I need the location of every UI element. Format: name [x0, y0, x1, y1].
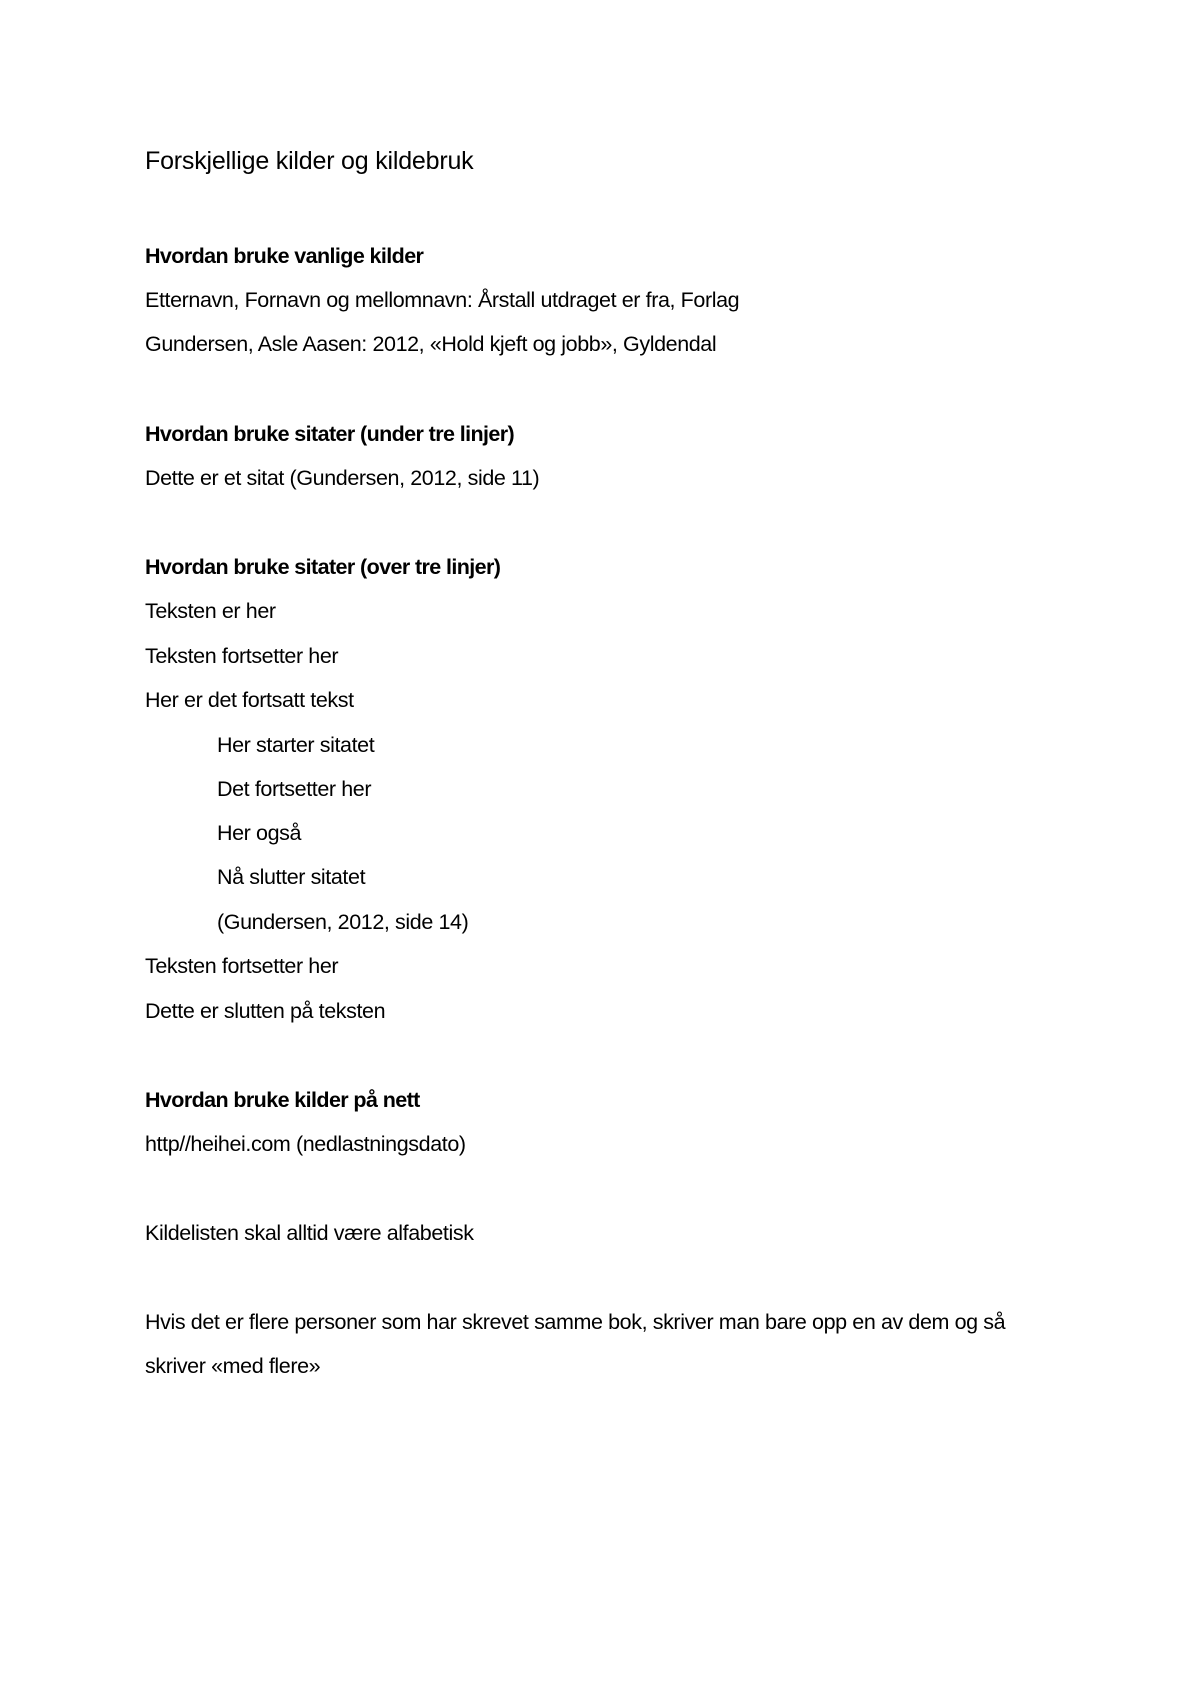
page-title: Forskjellige kilder og kildebruk: [145, 147, 474, 175]
alphabetical-note: Kildelisten skal alltid være alfabetisk: [145, 1221, 474, 1245]
block-quote-line: Her starter sitatet: [217, 733, 375, 757]
short-quote-example: Dette er et sitat (Gundersen, 2012, side 11): [145, 466, 540, 490]
long-quote-text-line: Teksten fortsetter her: [145, 954, 339, 978]
multiple-authors-note-line-1: Hvis det er flere personer som har skrevet samme bok, skriver man bare opp en av dem og så: [145, 1310, 1006, 1334]
long-quote-text-line: Her er det fortsatt tekst: [145, 688, 354, 712]
long-quote-text-line: Teksten fortsetter her: [145, 644, 339, 668]
block-quote-line: Det fortsetter her: [217, 777, 372, 801]
heading-long-quote: Hvordan bruke sitater (over tre linjer): [145, 555, 501, 579]
long-quote-text-line: Teksten er her: [145, 599, 276, 623]
regular-source-format: Etternavn, Fornavn og mellomnavn: Årstall utdraget er fra, Forlag: [145, 288, 740, 312]
multiple-authors-note-line-2: skriver «med flere»: [145, 1354, 321, 1378]
long-quote-text-line: Dette er slutten på teksten: [145, 999, 386, 1023]
heading-regular-sources: Hvordan bruke vanlige kilder: [145, 244, 424, 268]
block-quote-line: Her også: [217, 821, 302, 845]
web-source-example: http//heihei.com (nedlastningsdato): [145, 1132, 466, 1156]
block-quote-line: Nå slutter sitatet: [217, 865, 366, 889]
block-quote-citation: (Gundersen, 2012, side 14): [217, 910, 469, 934]
heading-web-sources: Hvordan bruke kilder på nett: [145, 1088, 420, 1112]
heading-short-quote: Hvordan bruke sitater (under tre linjer): [145, 422, 515, 446]
regular-source-example: Gundersen, Asle Aasen: 2012, «Hold kjeft og jobb», Gyldendal: [145, 332, 717, 356]
